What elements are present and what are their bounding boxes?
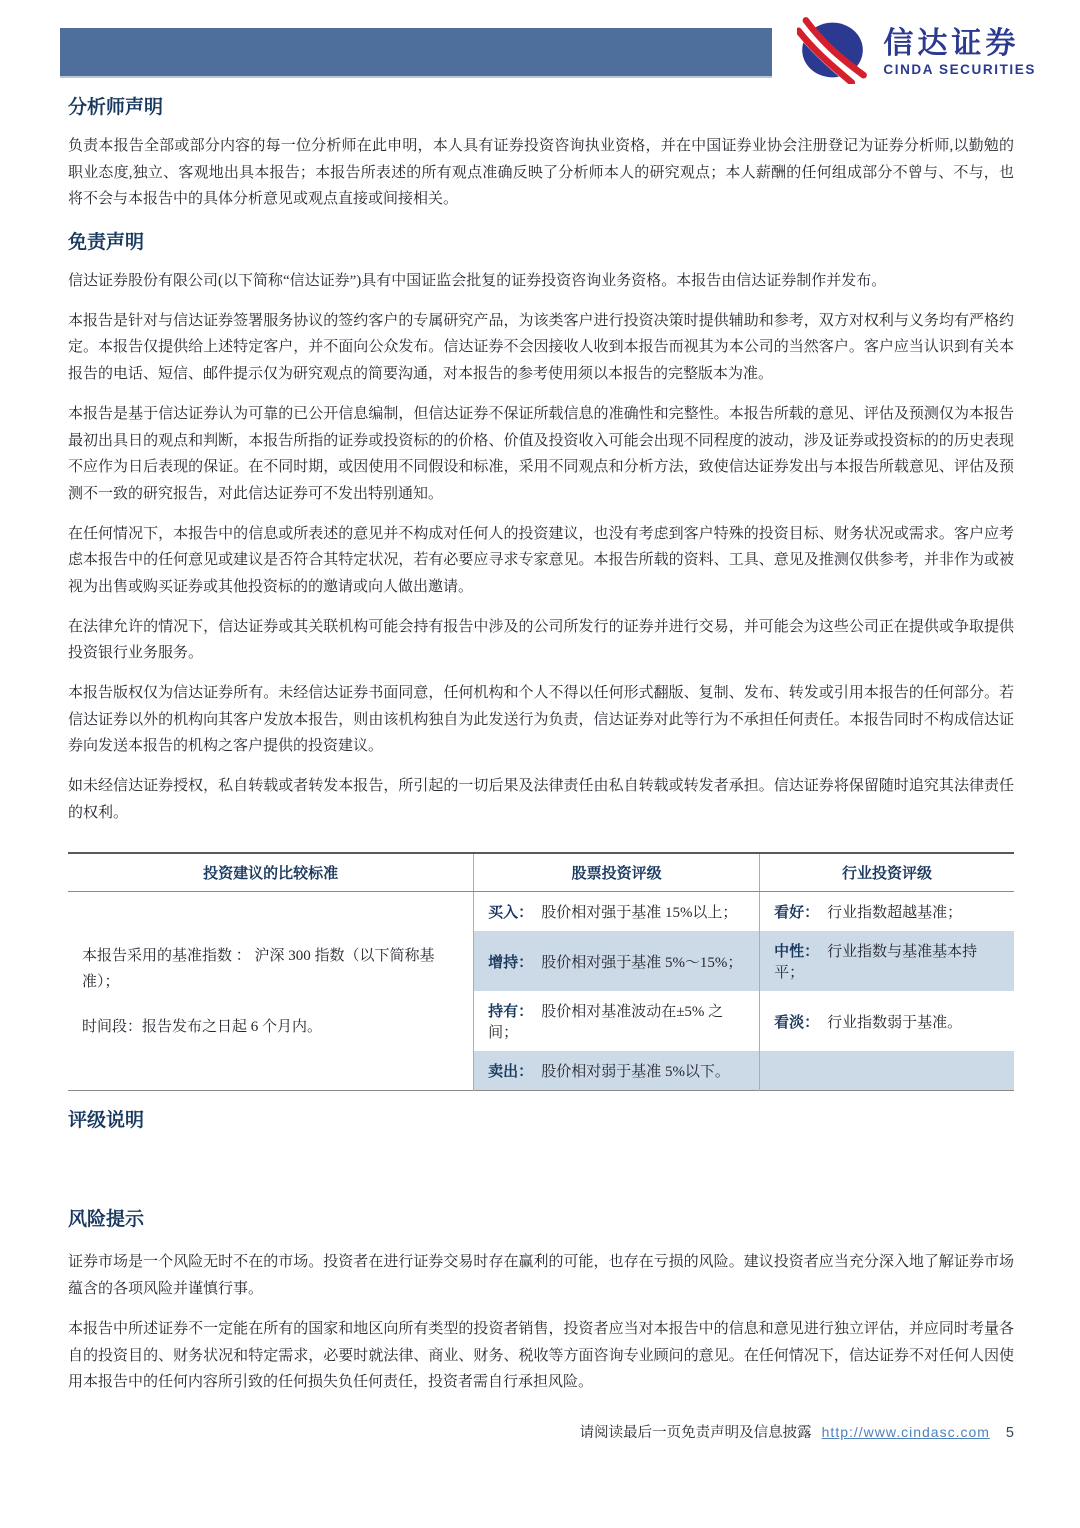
stock-rating-hold-cell xyxy=(474,991,760,1051)
rating-desc: 股价相对强于基准 5%～15%； xyxy=(541,954,743,971)
benchmark-index-text: 本报告采用的基准指数 ： 沪深 300 指数（以下简称基准）； xyxy=(82,948,435,991)
section-disclaimer xyxy=(68,227,1014,826)
rating-label: 看好： xyxy=(774,905,820,922)
rating-label: 买入： xyxy=(488,905,534,922)
rating-label: 卖出： xyxy=(488,1064,534,1081)
risk-paragraph: 本报告中所述证券不一定能在所有的国家和地区向所有类型的投资者销售，投资者应当对本报告中的信息和意见进行独立评估，并应同时考量各自的投资目的、财务状况和特定需求，必要时就法律、商业、财务、税收等方面咨询专业顾问的意见。在任何情况下，信达证券不对任何人因使用本报告中的任何内容所引致的任何损失负任何责任，投资者需自行承担风险。 xyxy=(68,1320,1014,1391)
disclaimer-paragraph: 本报告是针对与信达证券签署服务协议的签约客户的专属研究产品，为该类客户进行投资决策时提供辅助和参考，双方对权利与义务均有严格约定。本报告仅提供给上述特定客户，并不面向公众发布。信达证券不会因接收人收到本报告而视其为本公司的当然客户。客户应当认识到有关本报告的电话、短信、邮件提示仅为研究观点的简要沟通，对本报告的参考使用须以本报告的完整版本为准。 xyxy=(68,312,1014,383)
rating-label: 增持： xyxy=(488,954,534,971)
stock-rating-buy-cell xyxy=(474,892,760,932)
rating-note-empty-area xyxy=(68,1132,1014,1204)
section-risk-warning xyxy=(68,1204,1014,1395)
table-header-row xyxy=(68,853,1014,892)
section-analyst-statement xyxy=(68,92,1014,213)
header-color-bar xyxy=(60,28,772,78)
benchmark-cell xyxy=(68,892,474,1091)
benchmark-period-text: 时间段：报告发布之日起 6 个月内。 xyxy=(82,1018,323,1035)
analyst-statement-paragraph: 负责本报告全部或部分内容的每一位分析师在此申明，本人具有证券投资咨询执业资格，并在中国证券业协会注册登记为证券分析师,以勤勉的职业态度,独立、客观地出具本报告；本报告所表述的所有观点准确反映了分析师本人的研究观点；本人薪酬的任何组成部分不曾与、不与，也将不会与本报告中的具体分析意见或观点直接或间接相关。 xyxy=(68,138,1014,208)
footer-website-link[interactable]: http://www.cindasc.com xyxy=(821,1424,990,1440)
rating-desc: 行业指数弱于基准。 xyxy=(827,1014,963,1031)
col-header-benchmark: 投资建议的比较标准 xyxy=(68,853,474,892)
empty-cell xyxy=(760,1051,1014,1091)
industry-rating-neutral-cell xyxy=(760,931,1014,991)
disclaimer-paragraph: 本报告是基于信达证券认为可靠的已公开信息编制，但信达证券不保证所载信息的准确性和完整性。本报告所载的意见、评估及预测仅为本报告最初出具日的观点和判断，本报告所指的证券或投资标的的价格、价值及投资收入可能会出现不同程度的波动，涉及证券或投资标的的历史表现不应作为日后表现的保证。在不同时期，或因使用不同假设和标准，采用不同观点和分析方法，致使信达证券发出与本报告所载意见、评估及预测不一致的研究报告，对此信达证券可不发出特别通知。 xyxy=(68,405,1014,502)
brand-logo xyxy=(797,16,1036,89)
cinda-swoosh-icon xyxy=(797,16,871,89)
disclaimer-paragraph: 如未经信达证券授权，私自转载或者转发本报告，所引起的一切后果及法律责任由私自转载或转发者承担。信达证券将保留随时追究其法律责任的权利。 xyxy=(68,778,1014,821)
page-footer xyxy=(580,1421,1014,1442)
stock-rating-overweight-cell xyxy=(474,931,760,991)
analyst-statement-title: 分析师声明 xyxy=(68,97,164,118)
disclaimer-paragraph: 在法律允许的情况下，信达证券或其关联机构可能会持有报告中涉及的公司所发行的证券并进行交易，并可能会为这些公司正在提供或争取提供投资银行业务服务。 xyxy=(68,618,1014,662)
rating-label: 持有： xyxy=(488,1004,534,1021)
rating-desc: 行业指数超越基准； xyxy=(827,905,963,922)
page-content xyxy=(68,92,1014,1409)
col-header-stock-rating: 股票投资评级 xyxy=(474,853,760,892)
footer-disclaimer-note: 请阅读最后一页免责声明及信息披露 xyxy=(579,1425,812,1441)
rating-label: 看淡： xyxy=(774,1014,820,1031)
rating-desc: 股价相对弱于基准 5%以下。 xyxy=(541,1064,730,1081)
risk-paragraph: 证券市场是一个风险无时不在的市场。投资者在进行证券交易时存在赢利的可能，也存在亏损的风险。建议投资者应当充分深入地了解证券市场蕴含的各项风险并谨慎行事。 xyxy=(68,1254,1014,1298)
brand-name-en: CINDA SECURITIES xyxy=(883,61,1036,77)
disclaimer-paragraph: 本报告版权仅为信达证券所有。未经信达证券书面同意，任何机构和个人不得以任何形式翻版、复制、发布、转发或引用本报告的任何部分。若信达证券以外的机构向其客户发放本报告，则由该机构独自为此发送行为负责，信达证券对此等行为不承担任何责任。本报告同时不构成信达证券向发送本报告的机构之客户提供的投资建议。 xyxy=(68,685,1014,755)
col-header-industry-rating: 行业投资评级 xyxy=(760,853,1014,892)
rating-desc: 行业指数与基准基本持平； xyxy=(774,944,978,982)
page-number: 5 xyxy=(1005,1425,1014,1441)
table-row xyxy=(68,892,1014,932)
rating-note-title: 评级说明 xyxy=(68,1110,145,1132)
disclaimer-title: 免责声明 xyxy=(68,232,145,254)
section-rating-note xyxy=(68,1105,1014,1204)
industry-rating-positive-cell xyxy=(760,892,1014,932)
disclaimer-paragraph: 在任何情况下，本报告中的信息或所表述的意见并不构成对任何人的投资建议，也没有考虑到客户特殊的投资目标、财务状况或需求。客户应考虑本报告中的任何意见或建议是否符合其特定状况，若有必要应寻求专家意见。本报告所载的资料、工具、意见及推测仅供参考，并非作为或被视为出售或购买证券或其他投资标的的邀请或向人做出邀请。 xyxy=(68,525,1014,595)
rating-desc: 股价相对强于基准 15%以上； xyxy=(541,905,738,922)
rating-criteria-table xyxy=(68,852,1014,1091)
disclaimer-paragraph: 信达证券股份有限公司(以下简称“信达证券”)具有中国证监会批复的证券投资咨询业务资格。本报告由信达证券制作并发布。 xyxy=(68,273,887,290)
risk-warning-title: 风险提示 xyxy=(68,1209,145,1231)
rating-desc: 股价相对基准波动在±5% 之间； xyxy=(488,1004,724,1042)
rating-label: 中性： xyxy=(774,944,820,961)
brand-name-cn: 信达证券 xyxy=(883,26,1020,60)
industry-rating-underperform-cell xyxy=(760,991,1014,1051)
stock-rating-sell-cell xyxy=(474,1051,760,1091)
